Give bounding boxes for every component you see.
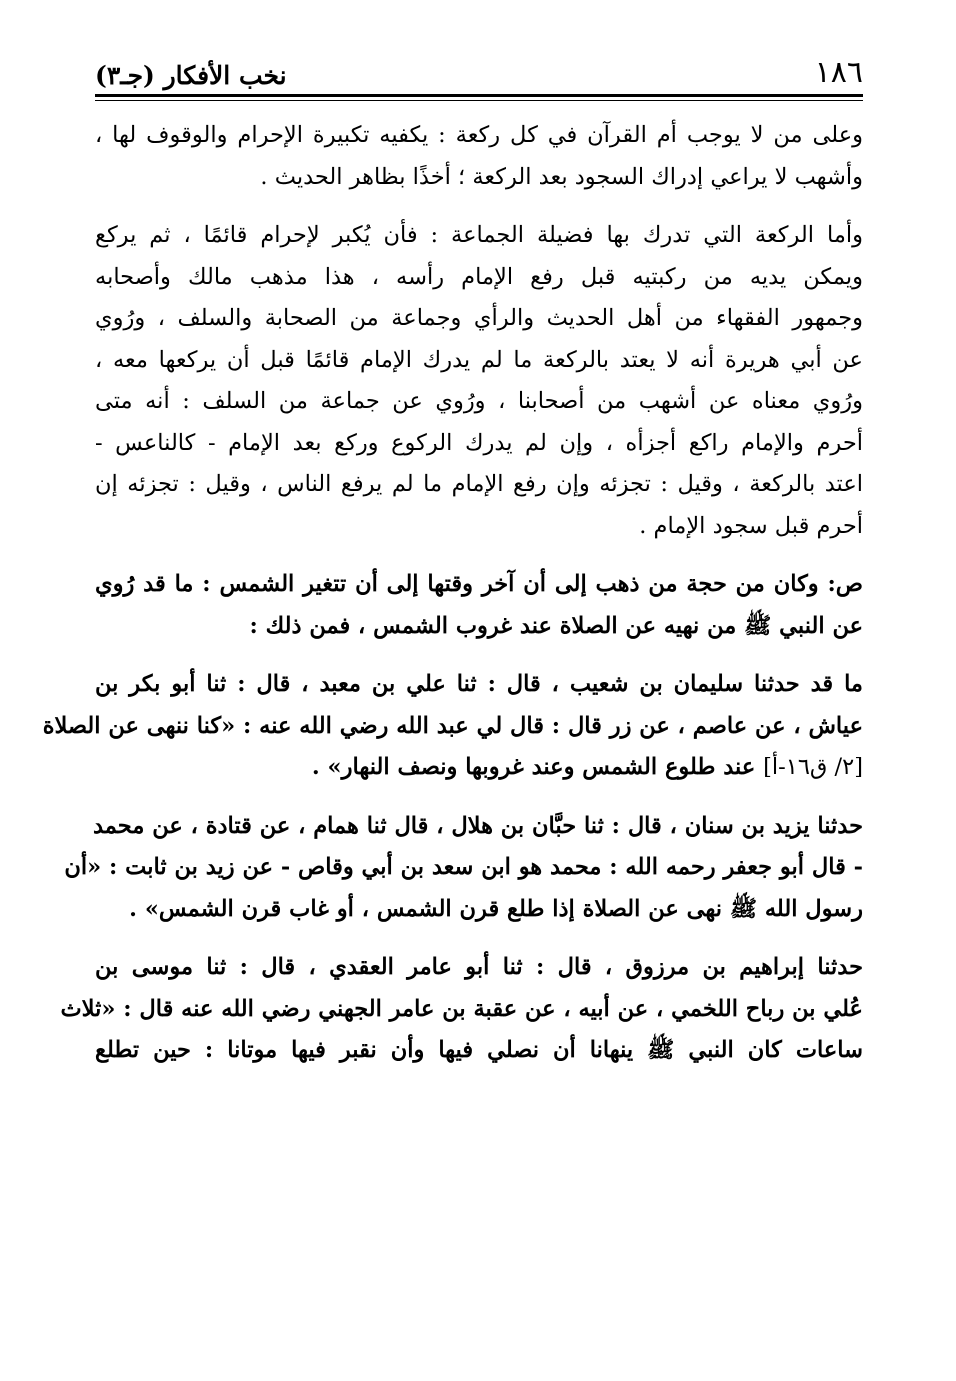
manuscript-folio-ref: [٢/ ق١٦-أ] xyxy=(763,754,863,780)
text-line: عياش ، عن عاصم ، عن زر قال : قال لي عبد الله رضي الله عنه : «كنا ننهى عن الصلاة xyxy=(42,712,863,739)
paragraph-6 xyxy=(60,947,863,1072)
text-line: وأما الركعة التي تدرك بها فضيلة الجماعة : فأن يُكبر لإحرام قائمًا ، ثم يركع xyxy=(95,222,863,248)
running-header xyxy=(95,40,863,94)
text-line: ما قد حدثنا سليمان بن شعيب ، قال : ثنا علي بن معبد ، قال : ثنا أبو بكر بن xyxy=(95,671,863,697)
paragraph-1 xyxy=(95,115,863,198)
text-line xyxy=(95,564,863,606)
text-line: أحرم والإمام راكع أجزأه ، وإن لم يدرك الركوع وركع بعد الإمام - كالناعس - xyxy=(95,429,863,456)
text-line: وعلى من لا يوجب أم القرآن في كل ركعة : يكفيه تكبيرة الإحرام والوقوف لها ، xyxy=(95,122,863,148)
book-page xyxy=(42,40,863,1089)
text-line: حدثنا يزيد بن سنان ، قال : ثنا حبَّان بن هلال ، قال ثنا همام ، عن قتادة ، عن محمد xyxy=(92,812,863,839)
header-rule xyxy=(95,94,863,101)
text-line: وأشهب لا يراعي إدراك السجود بعد الركعة ؛ أخذًا بظاهر الحديث . xyxy=(260,163,863,190)
text-line: اعتد بالركعة ، وقيل : تجزئه وإن رفع الإمام ما لم يرفع الناس ، وقيل : تجزئه إن xyxy=(95,471,863,497)
text-line: عن أبي هريرة أنه لا يعتد بالركعة ما لم يدرك الإمام قائمًا قبل أن يركعها معه ، xyxy=(95,346,863,373)
text-line: عُلي بن رباح اللخمي ، عن أبيه ، عن عقبة بن عامر الجهني رضي الله عنه قال : «ثلاث xyxy=(60,995,863,1022)
text-line: وجمهور الفقهاء من أهل الحديث والرأي وجماعة من الصحابة والسلف ، ورُوي xyxy=(95,305,863,331)
paragraph-4 xyxy=(42,664,863,789)
sad-marker: ص: xyxy=(827,571,863,597)
page-number: ١٨٦ xyxy=(814,55,863,90)
text-line: ساعات كان النبي ﷺ ينهانا أن نصلي فيها وأن نقبر فيها موتانا : حين تطلع xyxy=(95,1037,863,1063)
text-line: حدثنا إبراهيم بن مرزوق ، قال : ثنا أبو عامر العقدي ، قال : ثنا موسى بن xyxy=(95,954,863,980)
text-span: وكان من حجة من ذهب إلى أن آخر وقتها إلى أن تتغير الشمس : ما قد رُوي xyxy=(95,571,828,597)
paragraph-2 xyxy=(95,215,863,547)
text-line: - قال أبو جعفر رحمه الله : محمد هو ابن سعد بن أبي وقاص - عن زيد بن ثابت : «أن xyxy=(64,854,863,880)
text-line: عن النبي ﷺ من نهيه عن الصلاة عند غروب الشمس ، فمن ذلك : xyxy=(249,612,863,639)
text-line xyxy=(95,747,863,789)
paragraph-3 xyxy=(95,564,863,647)
text-line: ويمكن يديه من ركبتيه قبل رفع الإمام رأسه ، هذا مذهب مالك وأصحابه xyxy=(95,263,863,290)
text-line: ورُوي معناه عن أشهب من أصحابنا ، ورُوي عن جماعة من السلف : أنه متى xyxy=(95,388,863,414)
paragraph-5 xyxy=(64,806,863,931)
text-span: عند طلوع الشمس وعند غروبها ونصف النهار» . xyxy=(311,754,764,780)
book-title: نخب الأفكار (جـ٣) xyxy=(95,61,287,90)
text-line: رسول الله ﷺ نهى عن الصلاة إذا طلع قرن الشمس ، أو غاب قرن الشمس» . xyxy=(129,895,863,922)
text-line: أحرم قبل سجود الإمام . xyxy=(639,512,863,539)
